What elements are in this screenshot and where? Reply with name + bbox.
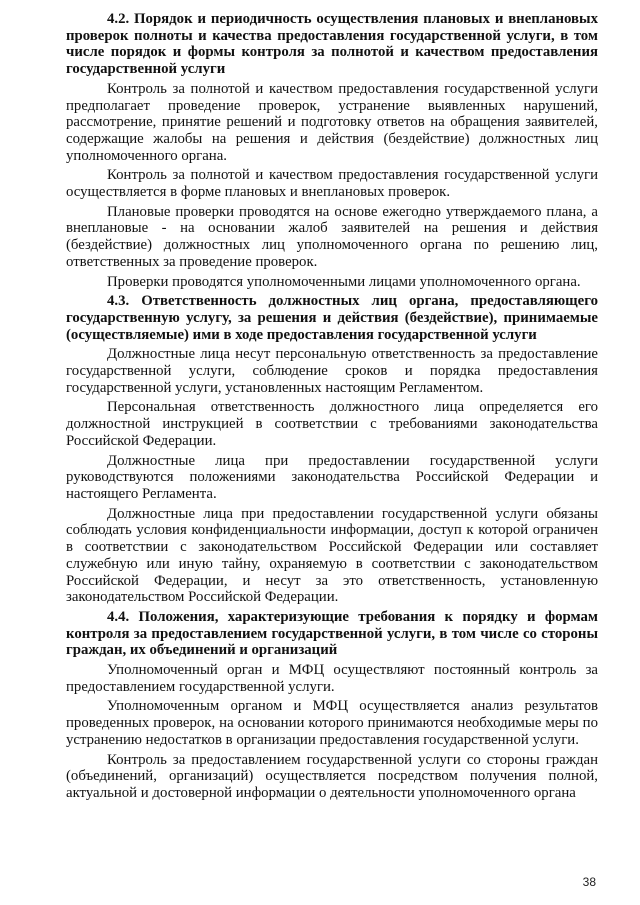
body-paragraph: Контроль за полнотой и качеством предоставления государственной услуги предполагает проведение проверок, устранение выявленных нарушений, рассмотрение, принятие решений и подготовку ответов на обращения заявителей, содержащие жалобы на решения и действия (бездействие) должностных лиц уполномоченного органа.	[66, 80, 598, 164]
body-paragraph: Должностные лица при предоставлении государственной услуги руководствуются положениями законодательства Российской Федерации и настоящего Регламента.	[66, 452, 598, 502]
section-heading-4-3: 4.3. Ответственность должностных лиц органа, предоставляющего государственную услугу, за решения и действия (бездействие), принимаемые (осуществляемые) ими в ходе предоставления государственной услуги	[66, 293, 598, 343]
body-paragraph: Контроль за полнотой и качеством предоставления государственной услуги осуществляется в форме плановых и внеплановых проверок.	[66, 167, 598, 201]
body-paragraph: Должностные лица несут персональную ответственность за предоставление государственной услуги, соблюдение сроков и порядка предоставления государственной услуги, установленных настоящим Регламентом.	[66, 346, 598, 396]
body-paragraph: Проверки проводятся уполномоченными лицами уполномоченного органа.	[107, 273, 581, 290]
body-paragraph: Контроль за предоставлением государственной услуги со стороны граждан (объединений, организаций) осуществляется посредством получения полной, актуальной и достоверной информации о деятельности уполномоченного органа	[66, 751, 598, 801]
section-heading-4-2: 4.2. Порядок и периодичность осуществления плановых и внеплановых проверок полноты и качества предоставления государственной услуги, в том числе порядок и формы контроля за полнотой и качеством предоставления государственной услуги	[66, 11, 598, 78]
body-paragraph: Уполномоченным органом и МФЦ осуществляется анализ результатов проведенных проверок, на основании которого принимаются необходимые меры по устранению недостатков в организации предоставления государственной услуги.	[66, 698, 598, 748]
body-paragraph: Плановые проверки проводятся на основе ежегодно утверждаемого плана, а внеплановые - на основании жалоб заявителей на решения и действия (бездействие) должностных лиц уполномоченного органа по решению лиц, ответственных за проведение проверок.	[66, 203, 598, 270]
section-heading-4-4: 4.4. Положения, характеризующие требования к порядку и формам контроля за предоставлением государственной услуги, в том числе со стороны граждан, их объединений и организаций	[66, 608, 598, 659]
body-paragraph: Персональная ответственность должностного лица определяется его должностной инструкцией в соответствии с требованиями законодательства Российской Федерации.	[66, 399, 598, 449]
body-paragraph: Уполномоченный орган и МФЦ осуществляют постоянный контроль за предоставлением государственной услуги.	[66, 662, 598, 695]
page-number: 38	[582, 875, 596, 889]
body-paragraph: Должностные лица при предоставлении государственной услуги обязаны соблюдать условия конфиденциальности информации, доступ к которой ограничен в соответствии с законодательством Российской Федерации или составляет служебную или иную тайну, охраняемую в соответствии с законодательством Российской Федерации, и несут за это ответственность, установленную законодательством Российской Федерации.	[66, 505, 598, 606]
